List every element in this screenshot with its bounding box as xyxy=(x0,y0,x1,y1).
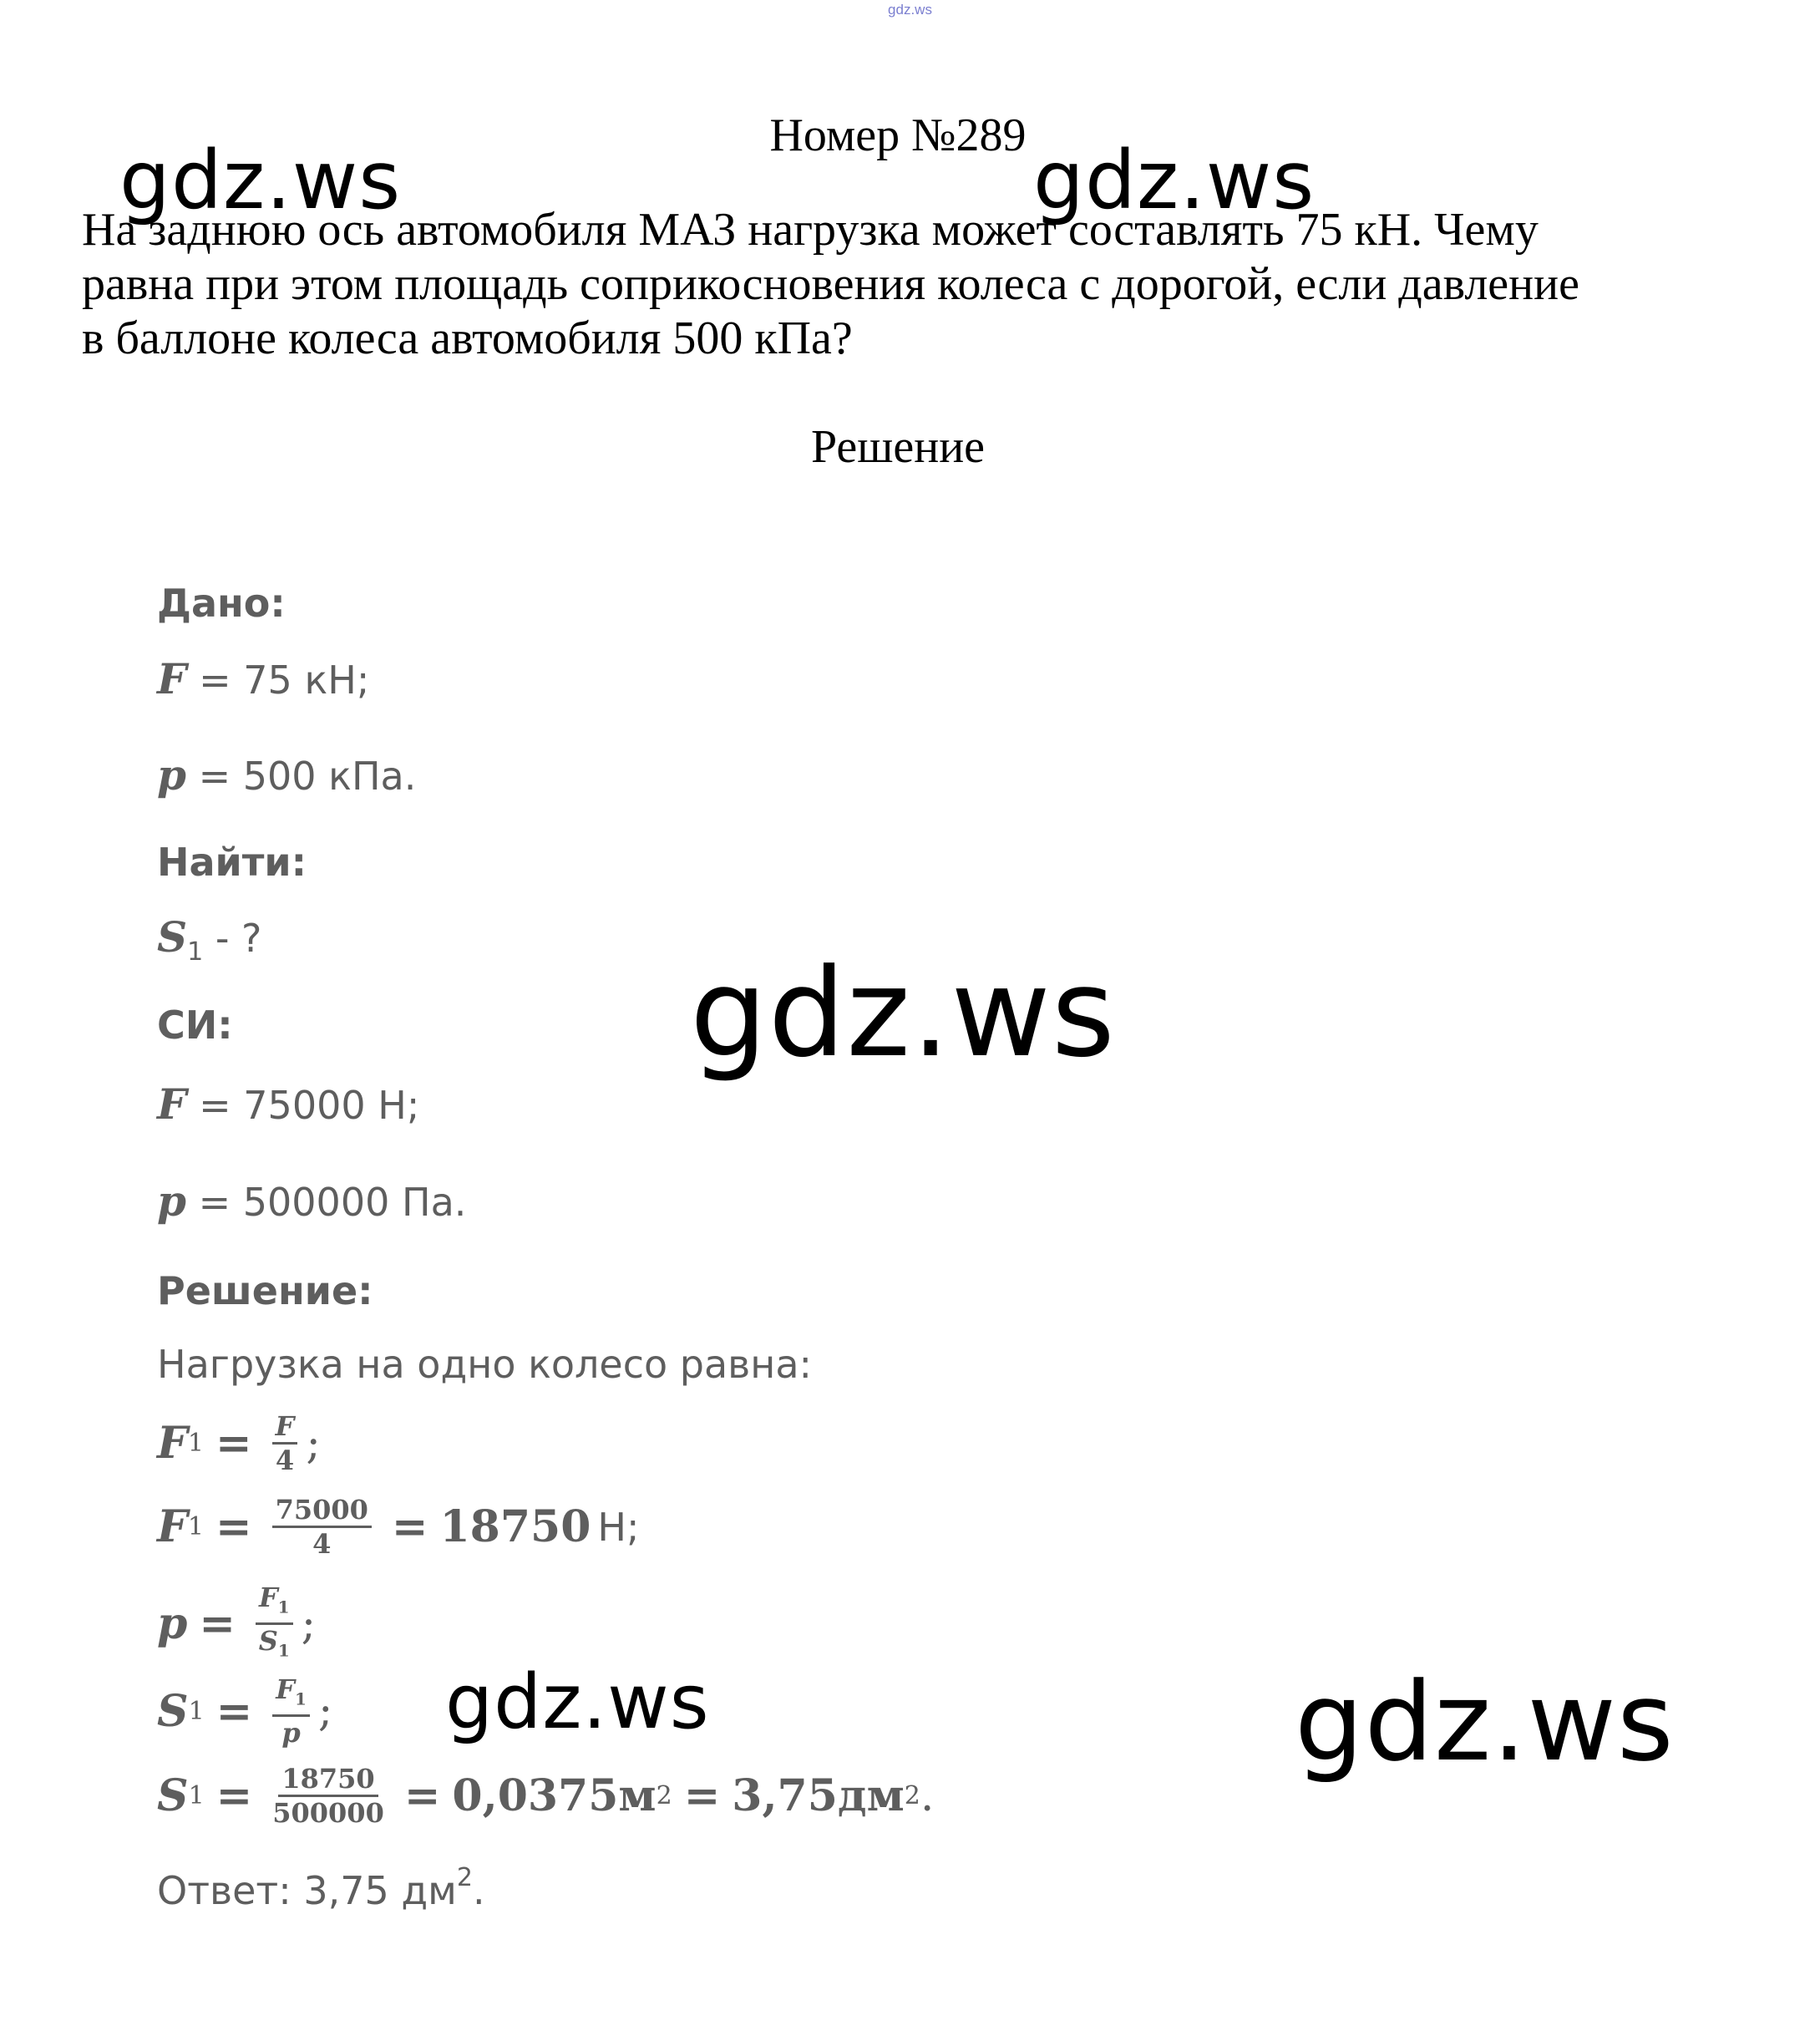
solution-text: Нагрузка на одно колесо равна: xyxy=(157,1342,813,1387)
variable: p xyxy=(157,750,186,800)
subscript: 1 xyxy=(187,937,204,967)
variable: F xyxy=(157,654,187,703)
answer: Ответ: 3,75 $дм^2$. xyxy=(157,1863,485,1913)
formula-f1: F 1 = $\frac{F}{4}$ ; xyxy=(157,1410,321,1476)
watermark: gdz.ws xyxy=(690,942,1116,1084)
find-label: Найти: xyxy=(157,840,307,885)
find-value xyxy=(157,912,261,967)
watermark: gdz.ws xyxy=(1295,1658,1675,1785)
formula-pressure: p = $\frac{F_1}{S_1}$ ; xyxy=(157,1583,316,1665)
given-force xyxy=(157,654,369,703)
formula-f1-value: F 1 = $\frac{75000}{4}$ = 18750 Н; xyxy=(157,1494,640,1560)
problem-line: равна при этом площадь соприкосновения колеса с дорогой, если давление xyxy=(82,258,1579,310)
given-label: Дано: xyxy=(157,581,286,626)
top-watermark: gdz.ws xyxy=(888,2,932,18)
solution-heading: Решение xyxy=(810,421,986,473)
watermark: gdz.ws xyxy=(445,1658,710,1746)
value: - ? xyxy=(203,916,262,961)
value: = 500 кПа. xyxy=(185,754,417,799)
si-pressure xyxy=(157,1176,466,1226)
problem-statement xyxy=(82,203,1769,366)
si-label: СИ: xyxy=(157,1003,233,1048)
value: = 500000 Па. xyxy=(185,1180,467,1225)
page-title: Номер №289 xyxy=(769,109,1027,161)
value: = 75000 Н; xyxy=(186,1083,420,1128)
watermark: gdz.ws xyxy=(119,134,402,227)
fraction: $\frac{18750}{500000}$ xyxy=(272,1763,384,1829)
problem-line: в баллоне колеса автомобиля 500 кПа? xyxy=(82,312,853,364)
watermark: gdz.ws xyxy=(1033,134,1316,227)
solution-label: Решение: xyxy=(157,1268,373,1313)
fraction: $\frac{F_1}{S_1}$ xyxy=(256,1583,293,1665)
si-force xyxy=(157,1079,419,1129)
variable: S xyxy=(157,912,188,962)
formula-area-value: S 1 = $\frac{18750}{500000}$ = 0,0375м 2 = 3,75дм 2 . xyxy=(157,1763,935,1829)
formula-area: S 1 = $\frac{F_1}{p}$ ; xyxy=(157,1673,333,1749)
fraction: $\frac{75000}{4}$ xyxy=(272,1495,372,1558)
variable: F xyxy=(157,1079,187,1129)
variable: p xyxy=(157,1176,186,1226)
value: = 75 кН; xyxy=(186,658,370,703)
fraction: $\frac{F}{4}$ xyxy=(272,1412,298,1475)
given-pressure xyxy=(157,750,416,800)
fraction: $\frac{F_1}{p}$ xyxy=(272,1675,310,1747)
problem-line: На заднюю ось автомобиля МАЗ нагрузка может составлять 75 кН. Чему xyxy=(82,204,1539,256)
